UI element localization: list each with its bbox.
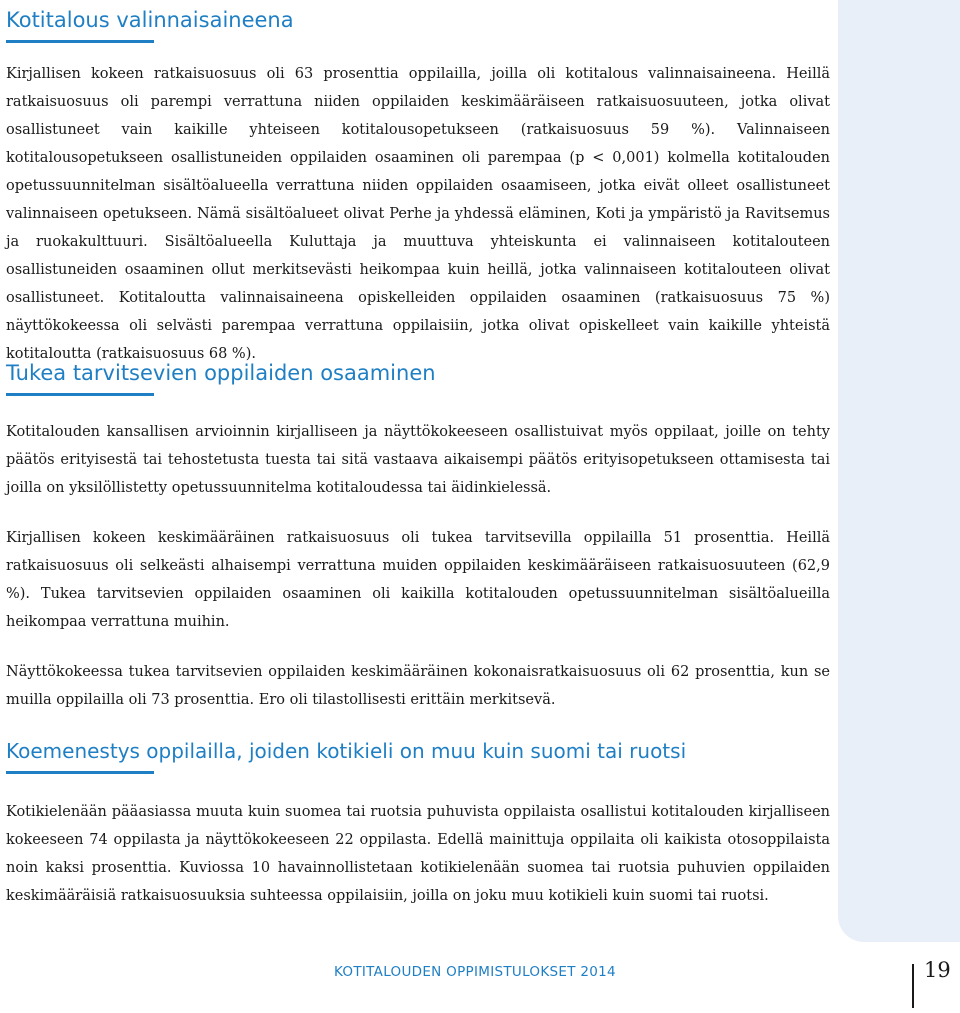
section-valinnaisaine bbox=[6, 8, 830, 368]
section-paragraph: Kirjallisen kokeen keskimääräinen ratkaisuosuus oli tukea tarvitsevilla oppilailla 51 prosenttia. Heillä ratkaisuosuus oli selkeästi alhaisempi verrattuna muiden oppilaiden keskimääräiseen ratkaisuosuuteen (62,9 %). Tukea tarvitsevien oppilaiden osaaminen oli kaikilla kotitalouden opetussuunnitelman sisältöalueilla heikompaa verrattuna muihin. bbox=[6, 530, 830, 631]
heading-rule bbox=[6, 771, 154, 774]
section-heading: Kotitalous valinnaisaineena bbox=[6, 8, 294, 32]
section-kotikieli bbox=[6, 740, 830, 910]
section-tuki bbox=[6, 361, 830, 714]
section-heading: Koemenestys oppilailla, joiden kotikieli on muu kuin suomi tai ruotsi bbox=[6, 739, 687, 763]
side-panel bbox=[838, 0, 960, 942]
heading-rule bbox=[6, 393, 154, 396]
section-paragraph: Kotikielenään pääasiassa muuta kuin suomea tai ruotsia puhuvista oppilaista osallistui kotitalouden kirjalliseen kokeeseen 74 oppilasta ja näyttökokeeseen 22 oppilasta. Edellä mainittuja oppilaita oli kaikista otosoppilaista noin kaksi prosenttia. Kuviossa 10 havainnollistetaan kotikielenään suomea tai ruotsia puhuvien oppilaiden keskimääräisiä ratkaisuosuuksia suhteessa oppilaisiin, joilla on joku muu kotikieli kuin suomi tai ruotsi. bbox=[6, 804, 830, 904]
section-heading: Tukea tarvitsevien oppilaiden osaaminen bbox=[6, 361, 436, 385]
section-paragraph: Kotitalouden kansallisen arvioinnin kirjalliseen ja näyttökokeeseen osallistuivat myös oppilaat, joille on tehty päätös erityisestä tai tehostetusta tuesta tai sitä vastaava aikaisempi päätös erityisopetukseen ottamisesta tai joilla on yksilöllistetty opetussuunnitelma kotitaloudessa tai äidinkielessä. bbox=[6, 424, 830, 497]
footer-divider bbox=[912, 964, 914, 1008]
heading-rule bbox=[6, 40, 154, 43]
section-paragraph: Kirjallisen kokeen ratkaisuosuus oli 63 prosenttia oppilailla, joilla oli kotitalous valinnaisaineena. Heillä ratkaisuosuus oli parempi verrattuna niiden oppilaiden keskimääräiseen ratkaisuosuuteen, jotka olivat osallistuneet vain kaikille yhteiseen kotitalousopetukseen (ratkaisuosuus 59 %). Valinnaiseen kotitalousopetukseen osallistuneiden oppilaiden osaaminen oli parempaa (p < 0,001) kolmella kotitalouden opetussuunnitelman sisältöalueella verrattuna niiden oppilaiden osaamiseen, jotka eivät olleet osallistuneet valinnaiseen opetukseen. Nämä sisältöalueet olivat Perhe ja yhdessä eläminen, Koti ja ympäristö ja Ravitsemus ja ruokakulttuuri. Sisältöalueella Kuluttaja ja muuttuva yhteiskunta ei valinnaiseen kotitalouteen osallistuneiden osaaminen ollut merkitsevästi heikompaa kuin heillä, jotka valinnaiseen kotitalouteen olivat osallistuneet. Kotitaloutta valinnaisaineena opiskelleiden oppilaiden osaaminen (ratkaisuosuus 75 %) näyttökokeessa oli selvästi parempaa verrattuna oppilaisiin, jotka olivat opiskelleet vain kaikille yhteistä kotitaloutta (ratkaisuosuus 68 %). bbox=[6, 66, 830, 363]
page-number: 19 bbox=[924, 958, 951, 982]
footer-title: KOTITALOUDEN OPPIMISTULOKSET 2014 bbox=[334, 964, 616, 980]
section-paragraph: Näyttökokeessa tukea tarvitsevien oppilaiden keskimääräinen kokonaisratkaisuosuus oli 62 prosenttia, kun se muilla oppilailla oli 73 prosenttia. Ero oli tilastollisesti erittäin merkitsevä. bbox=[6, 664, 830, 709]
